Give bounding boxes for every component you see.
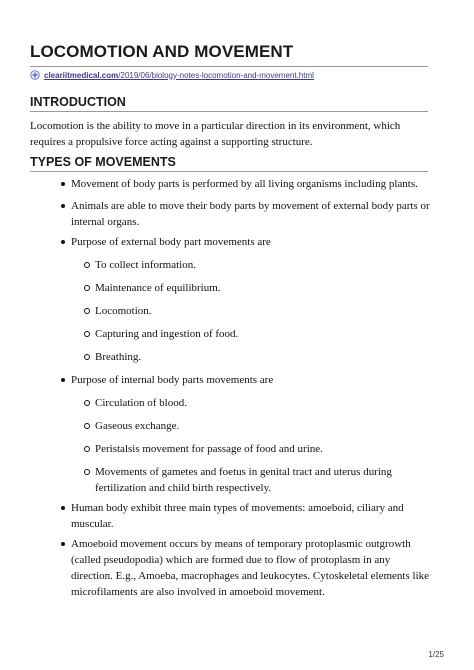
sub-list-item-text: To collect information. [95,259,196,271]
sub-list-item [95,395,425,411]
list-item [71,500,431,532]
circle-bullet-icon [84,308,90,314]
types-divider [30,171,428,172]
title-divider [30,66,428,67]
source-line [30,70,314,80]
list-item-text: Human body exhibit three main types of movements: amoeboid, ciliary and muscular. [71,502,404,530]
circle-bullet-icon [84,400,90,406]
sub-list-item [95,441,425,457]
sub-list-item [95,257,425,273]
sub-list-item-text: Maintenance of equilibrium. [95,282,221,294]
sub-list-item [95,326,425,342]
list-item-text: Purpose of internal body parts movements are [71,374,274,386]
introduction-text: Locomotion is the ability to move in a particular direction in its environment, which requires a propulsive force acting against a supporting structure. [30,120,401,148]
list-item-text: Amoeboid movement occurs by means of temporary protoplasmic outgrowth (called pseudopodia) which are formed due to flow of protoplasm in any direction. E.g., Amoeba, macrophages and leukocytes. Cytoskeletal elements like microfilaments are also involved in amoeboid movement. [71,538,430,598]
circle-bullet-icon [84,331,90,337]
list-item [71,176,431,192]
source-path: /2019/06/biology-notes-locomotion-and-movement.html [118,70,314,80]
sub-list-item-text: Peristalsis movement for passage of food and urine. [95,443,323,455]
list-item [71,372,431,388]
sub-list-item [95,303,425,319]
bullet-icon [61,378,65,382]
list-item [71,234,431,250]
source-domain: cleariitmedical.com [44,70,119,80]
circle-bullet-icon [84,423,90,429]
bullet-icon [61,182,65,186]
introduction-heading: INTRODUCTION [30,95,126,109]
sub-list-item-text: Locomotion. [95,305,152,317]
list-item-text: Purpose of external body part movements are [71,236,271,248]
list-item [71,198,431,230]
sub-list-item [95,349,425,365]
bullet-icon [61,542,65,546]
globe-icon [30,70,40,80]
sub-list-item-text: Gaseous exchange. [95,420,180,432]
circle-bullet-icon [84,354,90,360]
page-title: LOCOMOTION AND MOVEMENT [30,42,294,61]
introduction-divider [30,111,428,112]
sub-list-item-text: Circulation of blood. [95,397,187,409]
list-item-text: Movement of body parts is performed by all living organisms including plants. [71,178,418,190]
sub-list-item [95,280,425,296]
circle-bullet-icon [84,446,90,452]
circle-bullet-icon [84,285,90,291]
sub-list-item [95,464,425,496]
bullet-icon [61,240,65,244]
bullet-icon [61,204,65,208]
sub-list-item [95,418,425,434]
circle-bullet-icon [84,262,90,268]
sub-list-item-text: Movements of gametes and foetus in genital tract and uterus during fertilization and child birth respectively. [95,466,392,494]
page-number: 1/25 [428,650,444,659]
list-item-text: Animals are able to move their body parts by movement of external body parts or internal organs. [71,200,430,228]
types-heading: TYPES OF MOVEMENTS [30,155,176,169]
list-item [71,536,431,600]
sub-list-item-text: Capturing and ingestion of food. [95,328,239,340]
bullet-icon [61,506,65,510]
source-url-link[interactable] [44,71,314,80]
circle-bullet-icon [84,469,90,475]
sub-list-item-text: Breathing. [95,351,142,363]
